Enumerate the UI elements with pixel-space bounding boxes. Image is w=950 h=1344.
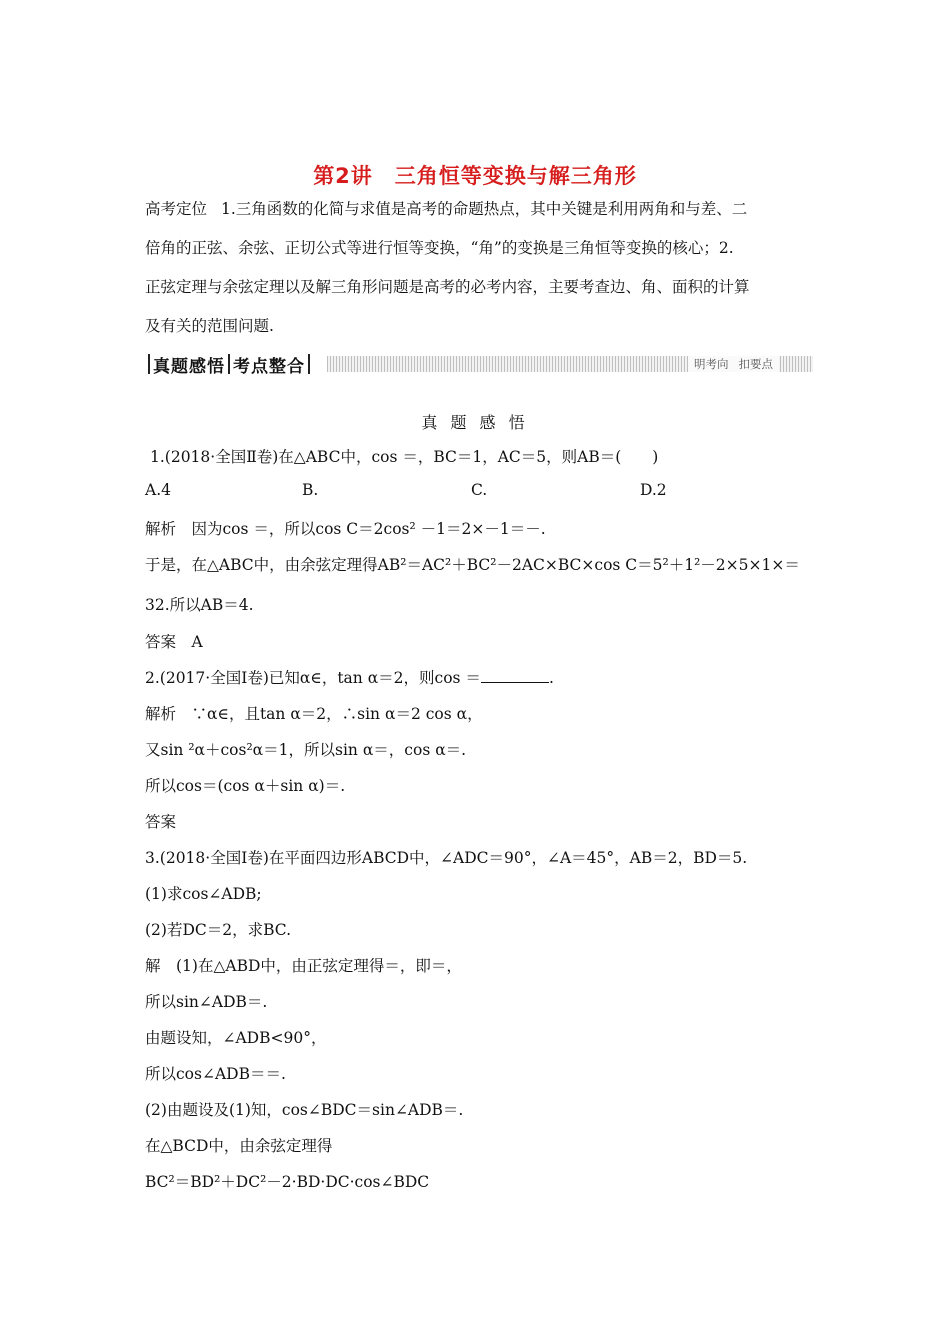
q1-analysis-3: 32.所以AB＝4.	[145, 596, 254, 614]
banner-right-1: 明考向	[694, 357, 729, 371]
q3-solution-3: 由题设知，∠ADB<90°，	[145, 1029, 327, 1047]
q2-answer: 答案	[145, 813, 177, 831]
banner-left-2: 考点整合	[233, 356, 305, 377]
intro-line-3: 正弦定理与余弦定理以及解三角形问题是高考的必考内容，主要考查边、角、面积的计算	[145, 278, 750, 296]
q3-part-2: (2)若DC＝2，求BC.	[145, 921, 292, 939]
q1-stem: 1.(2018·全国Ⅱ卷)在△ABC中，cos ＝，BC＝1，AC＝5，则AB＝( )	[150, 448, 659, 466]
q3-stem: 3.(2018·全国Ⅰ卷)在平面四边形ABCD中，∠ADC＝90°，∠A＝45°，AB＝2，BD＝5.	[145, 849, 748, 867]
page-title: 第2讲 三角恒等变换与解三角形	[313, 164, 637, 188]
intro-label: 高考定位	[145, 200, 208, 218]
section-banner	[145, 353, 813, 375]
q1-option-c: C.	[471, 481, 488, 499]
section-heading: 真 题 感 悟	[421, 413, 529, 432]
q2-analysis-3: 所以cos＝(cos α＋sin α)＝.	[145, 777, 346, 795]
answer-blank	[481, 670, 549, 683]
q3-solution-5: (2)由题设及(1)知，cos∠BDC＝sin∠ADB＝.	[145, 1101, 464, 1119]
q3-part-1: (1)求cos∠ADB;	[145, 885, 262, 903]
q1-option-d: D.2	[640, 481, 667, 499]
q1-analysis-1: 解析 因为cos ＝，所以cos C＝2cos² －1＝2×－1＝－.	[145, 520, 546, 538]
q2-analysis-1: 解析 ∵α∈，且tan α＝2，∴sin α＝2 cos α，	[145, 705, 483, 723]
q2-analysis-2: 又sin ²α＋cos²α＝1，所以sin α＝，cos α＝.	[145, 741, 467, 759]
intro-line-4: 及有关的范围问题.	[145, 317, 274, 335]
intro-line-2: 倍角的正弦、余弦、正切公式等进行恒等变换，“角”的变换是三角恒等变换的核心；2.	[145, 239, 734, 257]
q3-solution-2: 所以sin∠ADB＝.	[145, 993, 268, 1011]
q1-analysis-2: 于是，在△ABC中，由余弦定理得AB²＝AC²＋BC²－2AC×BC×cos C＝5²＋1²－2×5×1×＝	[145, 556, 800, 574]
q1-option-b: B.	[302, 481, 319, 499]
q3-solution-4: 所以cos∠ADB＝＝.	[145, 1065, 286, 1083]
q2-stem: 2.(2017·全国Ⅰ卷)已知α∈，tan α＝2，则cos ＝ .	[145, 669, 554, 687]
banner-left-1: 真题感悟	[153, 356, 225, 377]
intro-line-1: 1.三角函数的化简与求值是高考的命题热点，其中关键是利用两角和与差、二	[221, 200, 748, 218]
q1-option-a: A.4	[145, 481, 171, 499]
q3-solution-6: 在△BCD中，由余弦定理得	[145, 1137, 333, 1155]
q3-solution-1: 解 (1)在△ABD中，由正弦定理得＝，即＝，	[145, 957, 462, 975]
q3-solution-7: BC²＝BD²＋DC²－2·BD·DC·cos∠BDC	[145, 1173, 430, 1191]
banner-right-2: 扣要点	[738, 357, 773, 371]
intro-paragraph	[145, 190, 813, 346]
banner-right	[688, 356, 779, 372]
q1-answer: 答案 A	[145, 633, 203, 651]
